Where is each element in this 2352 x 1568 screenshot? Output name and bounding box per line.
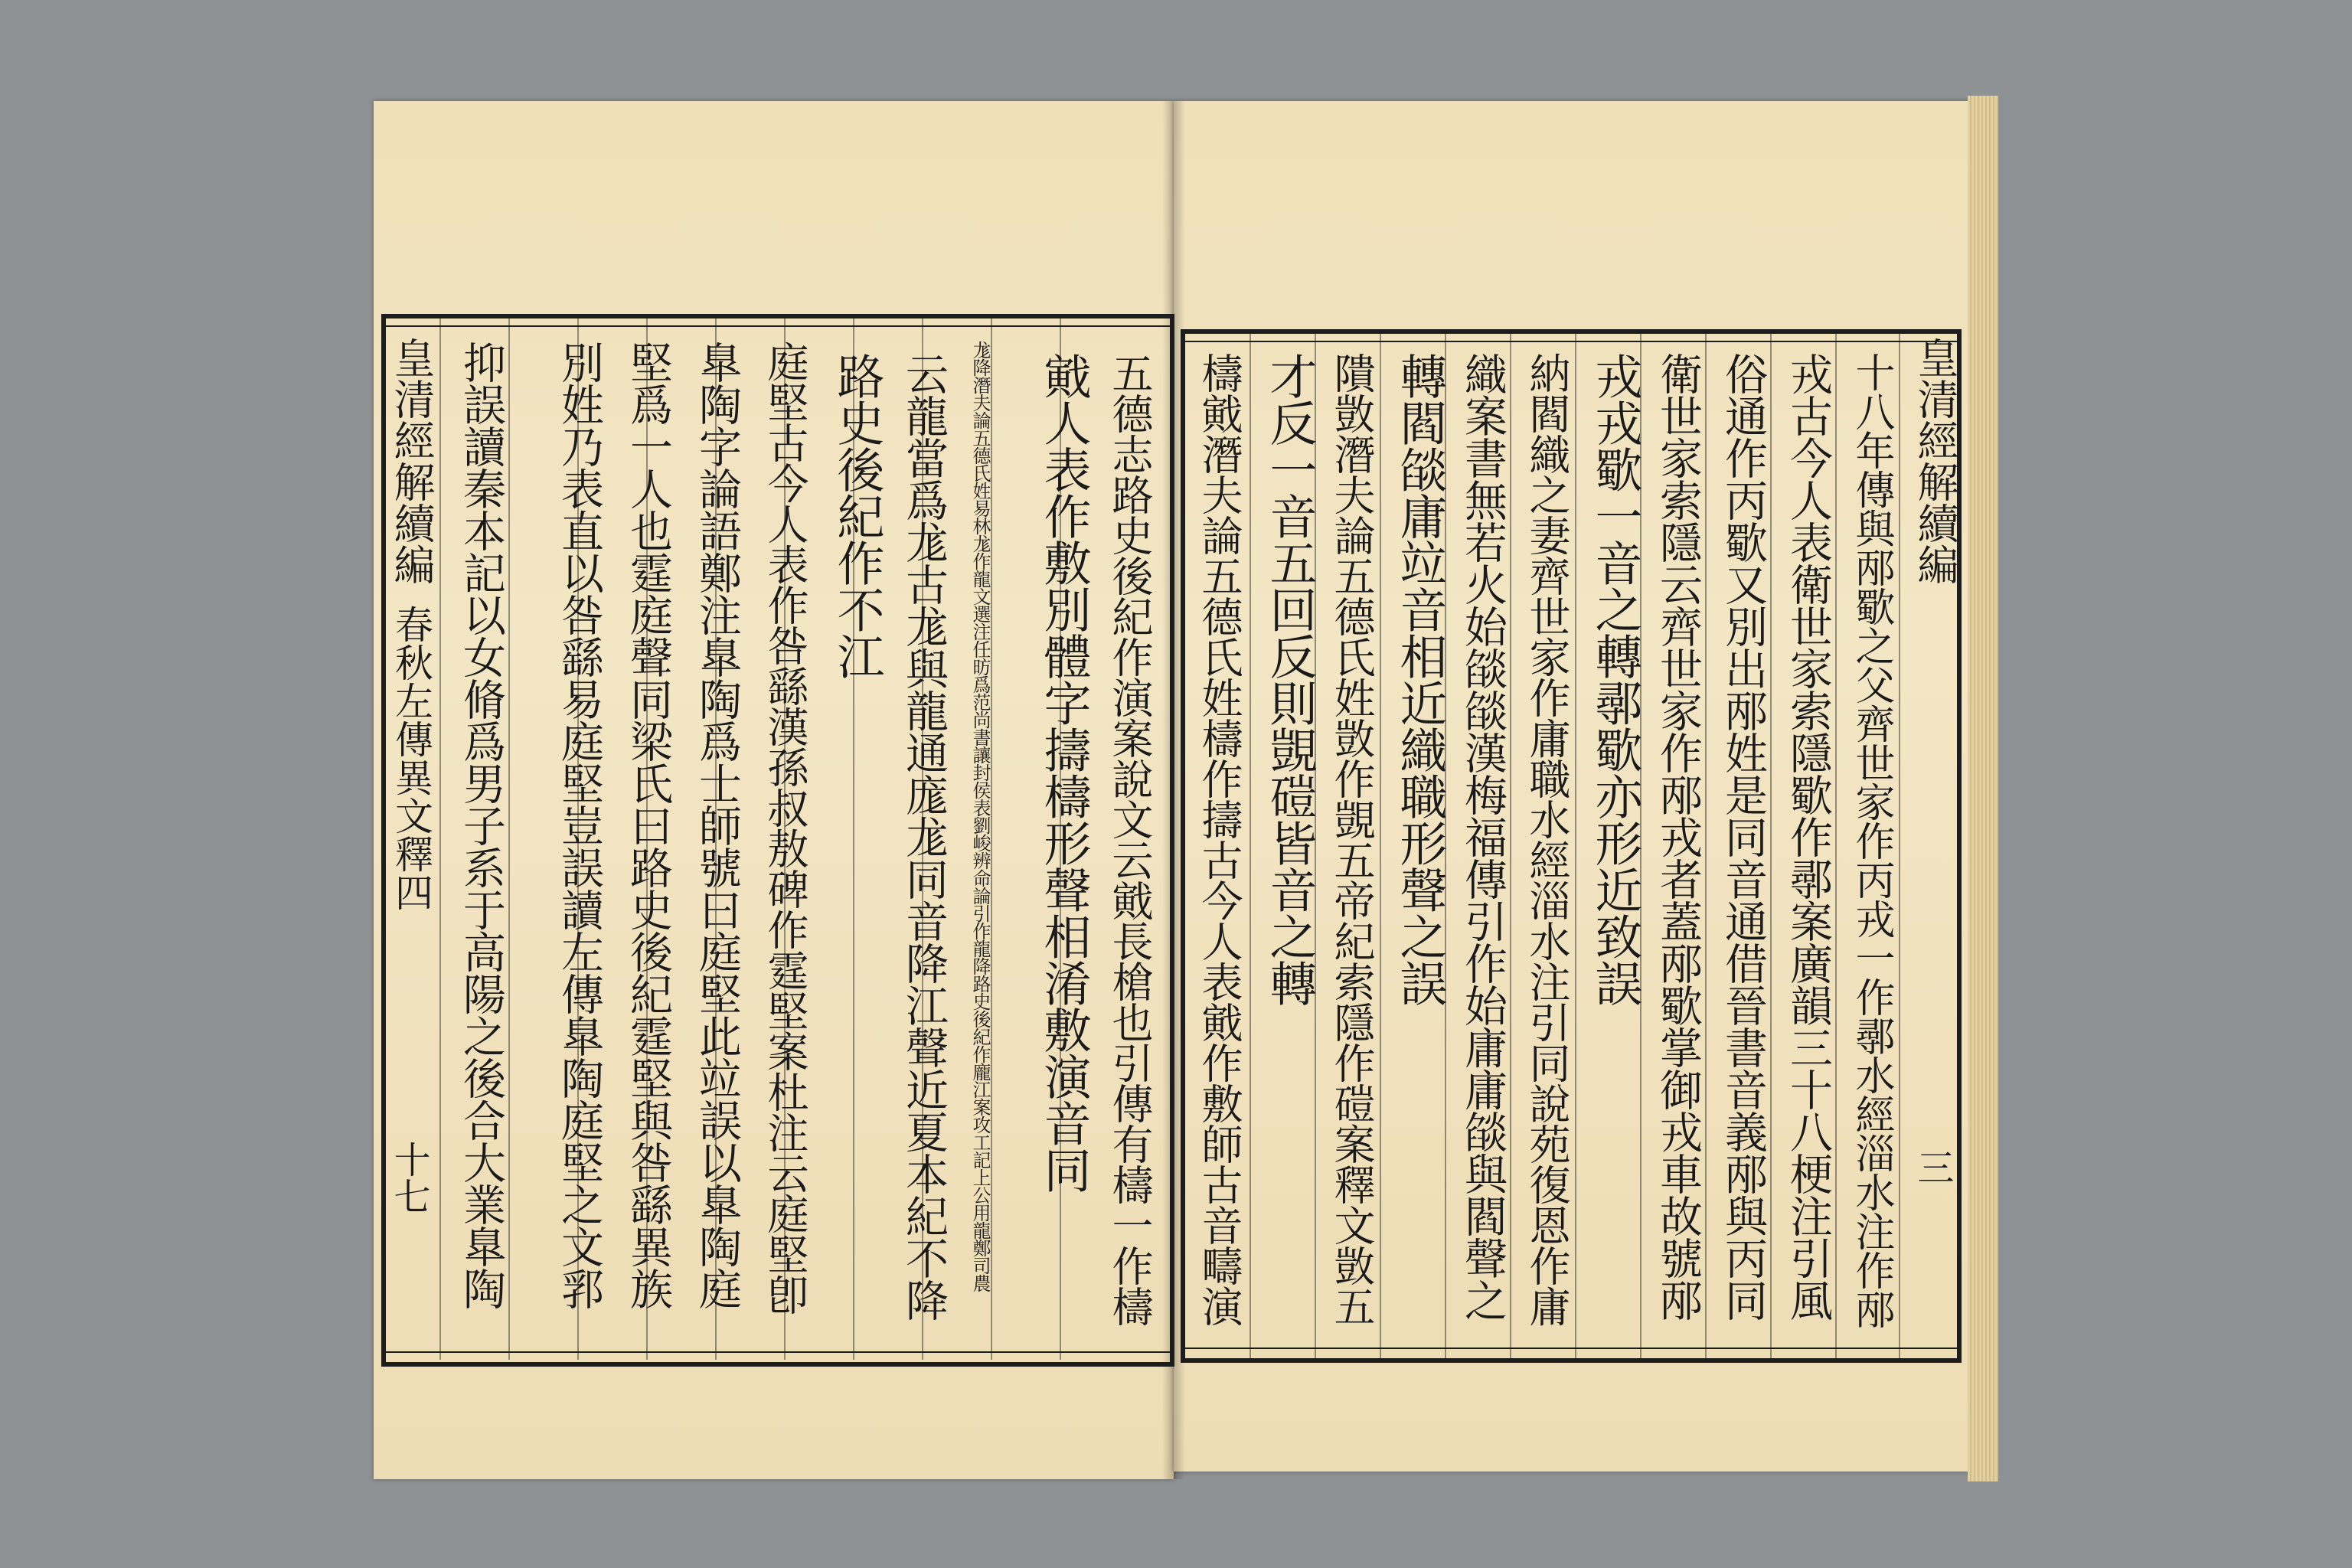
right-margin-rule xyxy=(1899,334,1900,1358)
col-rule xyxy=(1770,334,1772,1358)
right-col-6: 納閻織之妻齊世家作庸職水經淄水注引同說苑復恩作庸 xyxy=(1523,352,1571,1326)
col-rule xyxy=(1705,334,1707,1358)
left-frame-inner-rule-top xyxy=(381,325,1174,327)
left-col-5: 路史後紀作不江 xyxy=(829,352,885,679)
left-margin-subtitle: 春秋左傳異文釋四 xyxy=(389,605,433,911)
left-col-7: 臯陶字論語鄭注臯陶爲士師號曰庭堅此竝誤以臯陶庭 xyxy=(692,341,742,1309)
right-margin-title: 皇清經解續編 xyxy=(1911,337,1959,585)
left-frame-inner-rule-bottom xyxy=(381,1351,1174,1353)
left-col-4: 云龍當爲尨古尨與龍通庬尨同音降江聲近夏本紀不降 xyxy=(899,352,949,1321)
right-col-8: 轉閻燄庸竝音相近織職形聲之誤 xyxy=(1392,352,1448,1006)
right-col-3: 俗通作丙歜又別出邴姓是同音通借晉書音義邴與丙同 xyxy=(1718,352,1768,1321)
col-rule xyxy=(991,318,992,1360)
right-col-11: 檮戭潛夫論五德氏姓檮作擣古今人表戭作敷師古音疇演 xyxy=(1195,352,1243,1326)
right-folio: 三 xyxy=(1911,1148,1954,1185)
left-margin-title: 皇清經解續編 xyxy=(387,337,436,585)
left-folio: 十七 xyxy=(387,1141,430,1214)
left-col-6: 庭堅古今人表作咎繇漢孫叔敖碑作霆堅案杜注云庭堅卽 xyxy=(761,341,809,1315)
col-rule xyxy=(1575,334,1576,1358)
col-rule xyxy=(508,318,510,1360)
page-edges xyxy=(1968,96,1998,1481)
left-col-10: 抑誤讀秦本記以女脩爲男子系于高陽之後合大業臯陶 xyxy=(456,341,506,1309)
right-col-1: 十八年傳與邴歜之父齊世家作丙戎一作鄩水經淄水注作邴 xyxy=(1848,352,1894,1328)
right-col-10: 才反一音五回反則覬磑皆音之轉 xyxy=(1262,352,1318,1006)
right-col-4: 衛世家索隱云齊世家作邴戎者蓋邴歜掌御戎車故號邴 xyxy=(1653,352,1703,1321)
left-col-2: 戭人表作敷別體字擣檮形聲相淆敷演音同 xyxy=(1036,352,1092,1193)
col-rule xyxy=(1250,334,1251,1358)
col-rule xyxy=(1380,334,1381,1358)
right-col-5: 戎戎歜一音之轉鄩歜亦形近致誤 xyxy=(1587,352,1643,1006)
left-col-9: 別姓乃表直以咎繇易庭堅豈誤讀左傳臯陶庭堅之文郛 xyxy=(554,341,604,1309)
right-col-2: 戎古今人表衛世家索隱歜作鄩案廣韻三十八梗注引風 xyxy=(1783,352,1833,1321)
left-col-3: 尨降潛夫論五德氏姓易林尨作龍文選注任昉爲范尚書讓封侯表劉峻辨命論引作龍降路史後紀作龐江案攻工記上公用龍鄭司農 xyxy=(969,341,991,1292)
left-col-8: 堅爲一人也霆庭聲同梁氏曰路史後紀霆堅與咎繇異族 xyxy=(623,341,673,1309)
right-col-9: 隤敳潛夫論五德氏姓敳作覬五帝紀索隱作磑案釋文敳五 xyxy=(1328,352,1376,1326)
left-col-1: 五德志路史後紀作演案說文云戭長槍也引傳有檮一作檮 xyxy=(1106,352,1154,1326)
left-margin-rule xyxy=(439,318,441,1360)
col-rule xyxy=(1835,334,1837,1358)
col-rule xyxy=(1510,334,1511,1358)
right-col-7: 織案書無若火始燄燄漢梅福傳引作始庸庸燄與閻聲之 xyxy=(1458,352,1508,1321)
right-frame-inner-rule-bottom xyxy=(1181,1348,1962,1349)
right-frame-inner-rule-top xyxy=(1181,341,1962,342)
